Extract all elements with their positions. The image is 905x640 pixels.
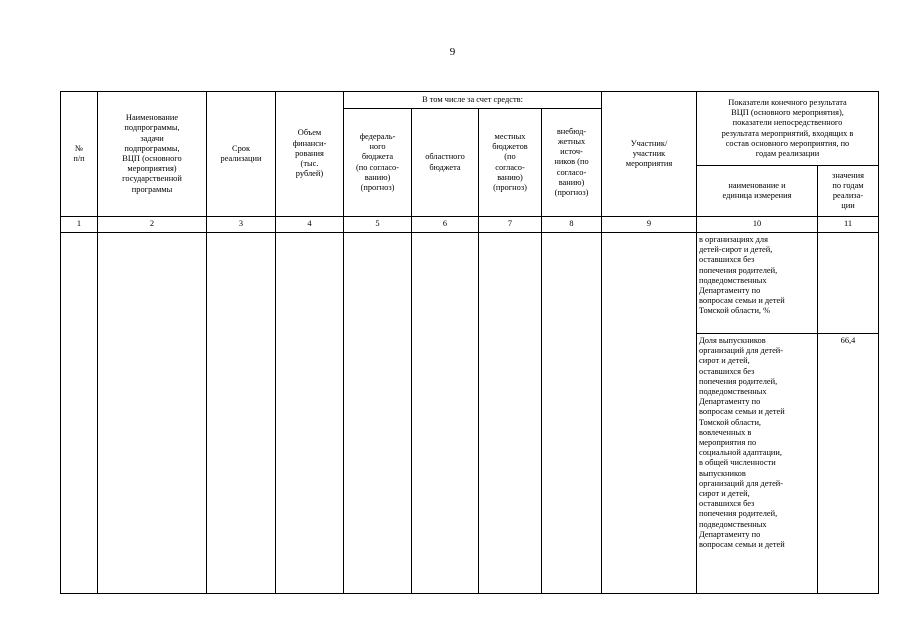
header-number: № п/п	[73, 143, 85, 163]
column-number-11: 11	[843, 219, 853, 229]
indicator-name-row-1: в организациях для детей-сирот и детей, оставшихся без попечения родителей, подведомственных Департаменту по вопросам семьи и детей Томской области, %	[699, 235, 785, 316]
header-financing-volume: Объем финанси- рования (тыс. рублей)	[292, 128, 327, 179]
indicator-value-row-2: 66,4	[840, 336, 856, 345]
header-subprogram-name: Наименование подпрограммы, задачи подпрограммы, ВЦП (основного мероприятия) государственной программы	[122, 113, 182, 194]
header-local-budgets: местных бюджетов (по согласо- ванию) (прогноз)	[492, 131, 528, 192]
program-table	[60, 91, 879, 594]
column-number-4: 4	[307, 219, 312, 229]
row-separator	[696, 333, 879, 334]
table-border-right	[878, 91, 879, 594]
header-extrabudgetary: внебюд- жетных источ- ников (по согласо- ванию) (прогноз)	[554, 126, 589, 197]
column-number-2: 2	[149, 219, 155, 229]
indicator-name-row-2: Доля выпускников организаций для детей- сирот и детей, оставшихся без попечения родителей, подведомственных Департаменту по вопросам семьи и детей Томской области, вовлеченных в мероприятия по социальной адаптации, в общей численности выпускников организаций для детей- сирот и детей, оставшихся без попечения родителей, подведомственных Департаменту по вопросам семьи и детей	[699, 336, 785, 550]
column-number-7: 7	[507, 219, 513, 229]
column-number-10: 10	[752, 219, 762, 229]
header-period: Срок реализации	[220, 143, 262, 163]
column-number-6: 6	[442, 219, 448, 229]
header-federal-budget: федераль- ного бюджета (по согласо- ванию) (прогноз)	[355, 131, 400, 192]
column-number-1: 1	[76, 219, 82, 229]
column-number-8: 8	[569, 219, 574, 229]
column-number-3: 3	[238, 219, 244, 229]
header-participant: Участник/ участник мероприятия	[625, 138, 673, 169]
page-number: 9	[449, 46, 456, 58]
header-indicators-group: Показатели конечного результата ВЦП (основного мероприятия), показатели непосредственного результата мероприятий, входящих в состав основного мероприятия, по годам реализации	[721, 97, 854, 158]
header-funding-group: В том числе за счет средств:	[422, 94, 523, 104]
header-indicator-values: значения по годам реализа- ции	[832, 170, 864, 211]
column-number-9: 9	[646, 219, 652, 229]
column-numbers-bottom-line	[60, 232, 879, 233]
column-number-5: 5	[375, 219, 380, 229]
header-regional-budget: областного бюджета	[425, 152, 465, 172]
table-border-bottom	[60, 593, 879, 594]
header-indicator-name: наименование и единица измерения	[722, 180, 792, 200]
